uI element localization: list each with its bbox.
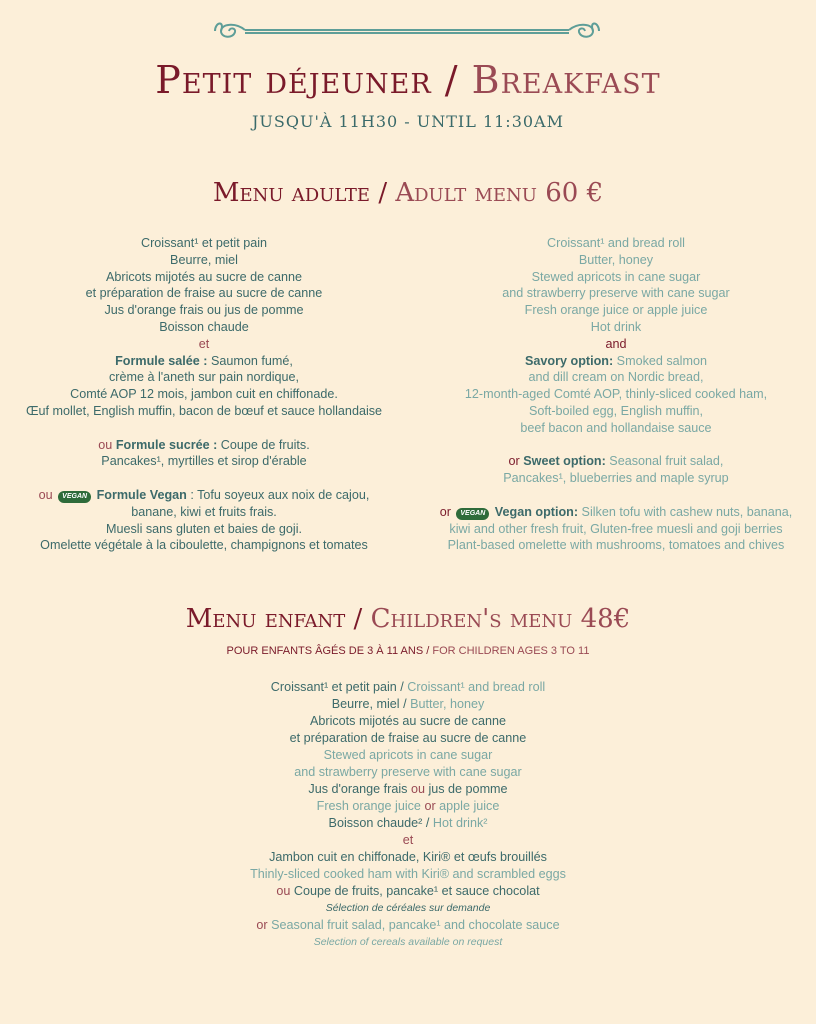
menu-line: Beurre, miel / Butter, honey	[331, 697, 485, 711]
menu-line: or Seasonal fruit salad, pancake¹ and chocolate sauce	[256, 918, 560, 932]
menu-line: et préparation de fraise au sucre de canne	[289, 731, 527, 745]
menu-line: and strawberry preserve with cane sugar	[502, 286, 730, 301]
adult-menu-en	[420, 235, 812, 554]
savory-option-label: Savory option:	[525, 353, 614, 368]
menu-line: Œuf mollet, English muffin, bacon de bœuf et sauce hollandaise	[25, 403, 383, 418]
menu-line: Croissant¹ et petit pain / Croissant¹ and bread roll	[270, 680, 546, 694]
menu-line: Muesli sans gluten et baies de goji.	[105, 521, 303, 536]
menu-line: Abricots mijotés au sucre de canne	[309, 714, 506, 728]
adult-title-separator: /	[378, 178, 388, 208]
adult-title-en: Adult menu 60 €	[395, 178, 604, 208]
title-fr: Petit déjeuner	[155, 58, 432, 102]
menu-line-et: et	[402, 833, 414, 847]
vegan-badge-icon: VEGAN	[58, 491, 91, 503]
menu-line: and dill cream on Nordic bread,	[528, 370, 704, 385]
savory-option: Savory option: Smoked salmon	[525, 353, 707, 368]
menu-line: Boisson chaude² / Hot drink²	[328, 816, 488, 830]
menu-line: Soft-boiled egg, English muffin,	[528, 403, 704, 418]
menu-line: crème à l'aneth sur pain nordique,	[108, 370, 300, 385]
menu-line: Beurre, miel	[170, 252, 238, 267]
kids-title-en: Children's menu 48€	[370, 604, 631, 634]
kids-age-note: POUR ENFANTS ÂGÉS DE 3 À 11 ANS / FOR CHILDREN AGES 3 TO 11	[226, 645, 590, 657]
menu-line: Stewed apricots in cane sugar	[531, 269, 701, 284]
menu-line: Jus d'orange frais ou jus de pomme	[104, 303, 304, 318]
menu-line: Croissant¹ and bread roll	[547, 236, 685, 250]
header-ornament	[211, 18, 603, 44]
title-en: Breakfast	[471, 58, 661, 102]
kids-menu-title	[0, 604, 816, 634]
menu-line: ou Coupe de fruits, pancake¹ et sauce chocolat	[276, 884, 540, 898]
formule-sucree-label: Formule sucrée :	[115, 437, 218, 452]
formule-salee: Formule salée : Saumon fumé,	[115, 353, 293, 368]
menu-line-et: et	[198, 336, 210, 351]
menu-note: Selection of cereals available on request	[313, 936, 503, 948]
formule-sucree: ou Formule sucrée : Coupe de fruits.	[98, 437, 310, 452]
menu-line: Butter, honey	[578, 252, 654, 267]
menu-line: Comté AOP 12 mois, jambon cuit en chiffonade.	[70, 387, 338, 402]
adult-menu-title	[0, 178, 816, 208]
title-separator: /	[444, 58, 459, 102]
menu-line: 12-month-aged Comté AOP, thinly-sliced cooked ham,	[464, 387, 768, 402]
formule-vegan-label: Formule Vegan	[96, 487, 187, 502]
menu-line: Pancakes¹, blueberries and maple syrup	[503, 471, 729, 486]
menu-line: Hot drink	[590, 319, 642, 334]
menu-line: banane, kiwi et fruits frais.	[131, 504, 277, 519]
kids-title-fr: Menu enfant	[185, 604, 346, 634]
menu-line: Omelette végétale à la ciboulette, champignons et tomates	[40, 538, 368, 553]
menu-line: Pancakes¹, myrtilles et sirop d'érable	[101, 454, 307, 469]
menu-line: Abricots mijotés au sucre de canne	[105, 269, 302, 284]
menu-line: Jus d'orange frais ou jus de pomme	[308, 782, 508, 796]
menu-note: Sélection de céréales sur demande	[325, 902, 491, 914]
page-subtitle: JUSQU'À 11H30 - UNTIL 11:30AM	[252, 112, 564, 131]
menu-line: Croissant¹ et petit pain	[141, 236, 267, 250]
menu-line: beef bacon and hollandaise sauce	[520, 420, 712, 435]
formule-vegan: ou VEGAN Formule Vegan : Tofu soyeux aux noix de cajou,	[38, 487, 370, 502]
menu-line: Plant-based omelette with mushrooms, tomatoes and chives	[447, 538, 785, 553]
menu-line: and strawberry preserve with cane sugar	[294, 765, 522, 779]
menu-line: Boisson chaude	[159, 319, 249, 334]
menu-line-and: and	[605, 336, 627, 351]
menu-line: et préparation de fraise au sucre de canne	[85, 286, 323, 301]
adult-menu-fr	[0, 235, 408, 554]
kids-menu	[0, 679, 816, 951]
menu-line: Fresh orange juice or apple juice	[316, 799, 500, 813]
menu-line: Jambon cuit en chiffonade, Kiri® et œufs brouillés	[269, 850, 547, 864]
formule-salee-label: Formule salée :	[115, 353, 208, 368]
menu-line: Stewed apricots in cane sugar	[323, 748, 493, 762]
vegan-option-label: Vegan option:	[494, 504, 579, 519]
sweet-option: or Sweet option: Seasonal fruit salad,	[508, 454, 724, 469]
menu-line: Thinly-sliced cooked ham with Kiri® and scrambled eggs	[250, 867, 566, 881]
menu-line: Fresh orange juice or apple juice	[524, 303, 708, 318]
kids-title-separator: /	[353, 604, 363, 634]
sweet-option-label: Sweet option:	[523, 454, 606, 469]
vegan-badge-icon: VEGAN	[456, 508, 489, 520]
page-title	[0, 58, 816, 102]
vegan-option: or VEGAN Vegan option: Silken tofu with cashew nuts, banana,	[439, 504, 793, 519]
adult-title-fr: Menu adulte	[212, 178, 371, 208]
menu-line: kiwi and other fresh fruit, Gluten-free muesli and goji berries	[449, 521, 783, 536]
